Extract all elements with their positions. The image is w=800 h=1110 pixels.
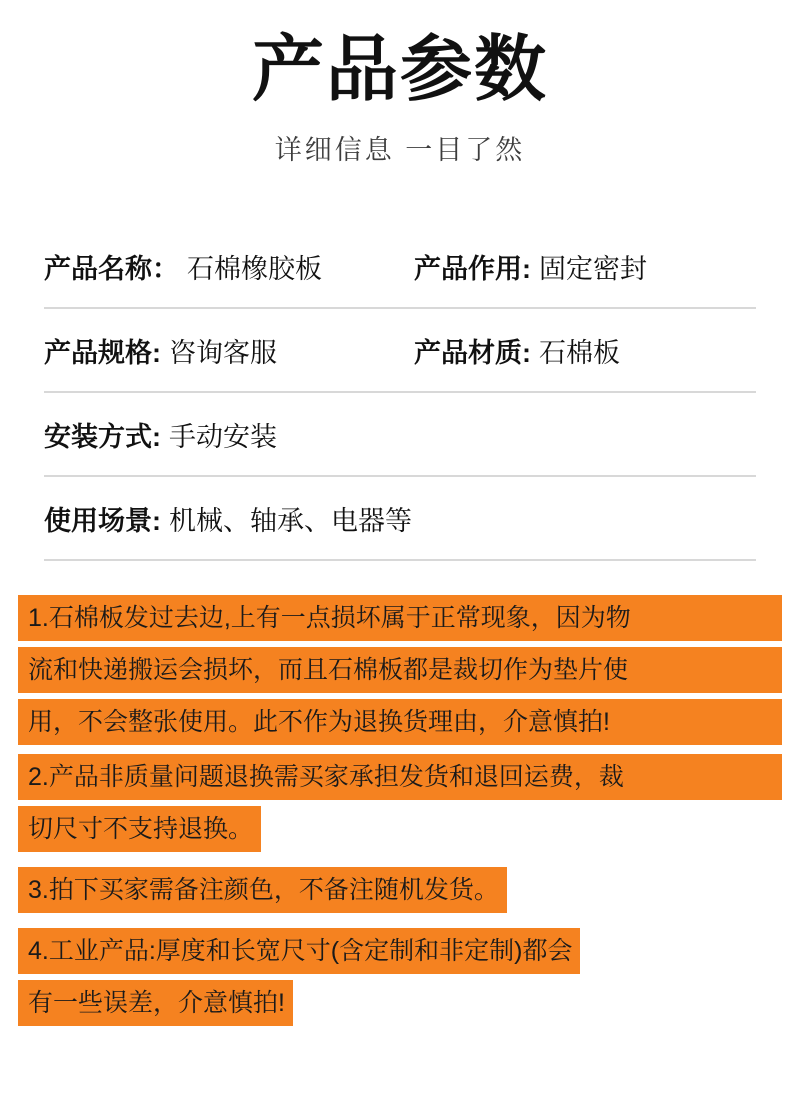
spec-label: 安装方式:	[44, 421, 161, 452]
notice-line: 4.工业产品:厚度和长宽尺寸(含定制和非定制)都会	[18, 928, 580, 974]
notice-item	[18, 867, 782, 919]
notice-line: 用，不会整张使用。此不作为退换货理由，介意慎拍!	[18, 699, 782, 745]
spec-label: 产品作用:	[414, 253, 531, 284]
spec-label: 使用场景:	[44, 505, 161, 536]
notice-item	[18, 595, 782, 745]
notice-line: 切尺寸不支持退换。	[18, 806, 261, 852]
spec-value: 手动安装	[169, 421, 277, 452]
notices-section	[18, 595, 782, 1032]
notice-line: 流和快递搬运会损坏，而且石棉板都是裁切作为垫片使	[18, 647, 782, 693]
spec-value: 固定密封	[539, 253, 647, 284]
specs-table	[44, 225, 756, 561]
notice-line: 有一些误差，介意慎拍!	[18, 980, 293, 1026]
page-header	[0, 0, 800, 167]
notice-item	[18, 754, 782, 858]
page-subtitle: 详细信息 一目了然	[274, 135, 526, 165]
spec-cell	[44, 499, 414, 538]
spec-label: 产品名称：	[44, 253, 179, 284]
spec-cell	[44, 247, 414, 286]
spec-row	[44, 477, 756, 561]
notice-line: 2.产品非质量问题退换需买家承担发货和退回运费，裁	[18, 754, 782, 800]
notice-item	[18, 928, 782, 1032]
spec-value: 咨询客服	[169, 337, 277, 368]
notice-line: 1.石棉板发过去边,上有一点损坏属于正常现象，因为物	[18, 595, 782, 641]
spec-label: 产品规格:	[44, 337, 161, 368]
spec-value: 石棉橡胶板	[187, 253, 322, 284]
spec-cell	[414, 331, 620, 370]
spec-row	[44, 225, 756, 309]
spec-row	[44, 393, 756, 477]
spec-label: 产品材质:	[414, 337, 531, 368]
spec-value: 石棉板	[539, 337, 620, 368]
spec-cell	[44, 415, 414, 454]
spec-cell	[44, 331, 414, 370]
page-title: 产品参数	[251, 30, 548, 110]
spec-row	[44, 309, 756, 393]
spec-cell	[414, 247, 647, 286]
notice-line: 3.拍下买家需备注颜色，不备注随机发货。	[18, 867, 507, 913]
spec-value: 机械、轴承、电器等	[169, 505, 412, 536]
